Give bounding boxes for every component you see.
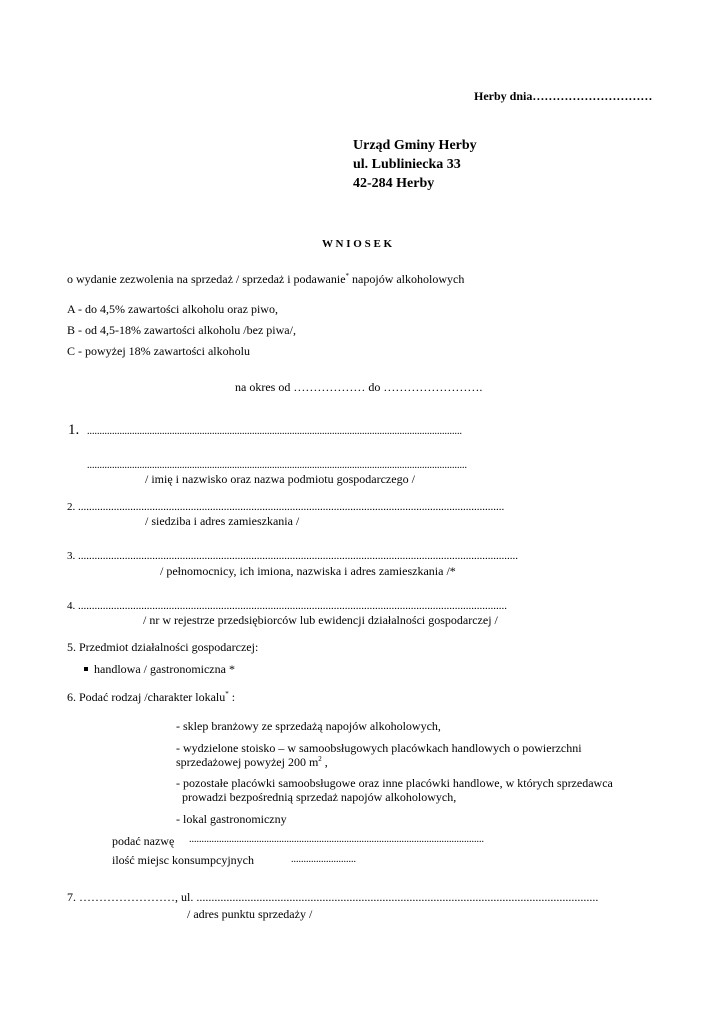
- section-6-title-colon: :: [228, 690, 236, 704]
- intro-footnote-mark: *: [345, 272, 350, 280]
- category-b: B - od 4,5-18% zawartości alkoholu /bez piwa/,: [67, 323, 296, 337]
- category-c: C - powyżej 18% zawartości alkoholu: [67, 344, 250, 358]
- section-6-option-2-text: sprzedażowej powyżej 200 m: [176, 755, 319, 769]
- section-6-option-3-line-1: - pozostałe placówki samoobsługowe oraz inne placówki handlowe, w których sprzedawca: [176, 776, 613, 790]
- venue-name-field: ......................................................................................................................: [189, 834, 484, 845]
- date-line: Herby dnia…………………………: [474, 89, 653, 103]
- intro-line: [67, 272, 464, 286]
- venue-name-label: podać nazwę: [112, 834, 175, 848]
- section-6-title-text: 6. Podać rodzaj /charakter lokalu: [67, 690, 226, 704]
- section-5-bullet-item: [84, 662, 235, 676]
- field-7-line: 7. ……………………, ul. ......................................................................................................................................: [67, 890, 599, 904]
- office-street: ul. Lubliniecka 33: [353, 157, 461, 172]
- bullet-icon: [84, 667, 88, 671]
- intro-text-end: napojów alkoholowych: [349, 272, 465, 286]
- field-2-label: / siedziba i adres zamieszkania /: [145, 514, 300, 528]
- section-6-option-4: - lokal gastronomiczny: [176, 812, 287, 826]
- section-6-footnote-mark: *: [225, 690, 229, 698]
- field-1-line-2: ........................................................................................................................................................: [87, 460, 467, 471]
- field-7-label: / adres punktu sprzedaży /: [187, 907, 313, 921]
- field-4-label: / nr w rejestrze przedsiębiorców lub ewidencji działalności gospodarczej /: [143, 613, 498, 627]
- section-6-option-2-superscript: 2: [318, 755, 322, 763]
- office-city: 42-284 Herby: [353, 176, 435, 191]
- section-6-option-2-end: ,: [321, 755, 328, 769]
- section-5-title: 5. Przedmiot działalności gospodarczej:: [67, 640, 259, 654]
- seats-label: ilość miejsc konsumpcyjnych: [112, 853, 254, 867]
- intro-text: o wydanie zezwolenia na sprzedaż / sprzedaż i podawanie: [67, 272, 346, 286]
- office-name: Urząd Gminy Herby: [353, 138, 477, 153]
- section-6-option-2-line-2: [176, 755, 328, 769]
- section-6-option-1: - sklep branżowy ze sprzedażą napojów alkoholowych,: [176, 719, 441, 733]
- document-title: W N I O S E K: [322, 238, 393, 250]
- period-line: na okres od ……………… do …………………….: [235, 380, 483, 394]
- seats-field: ..........................: [291, 854, 356, 865]
- field-1-line-1: ......................................................................................................................................................: [87, 426, 462, 437]
- field-1-number: 1.: [68, 422, 80, 438]
- field-1-label: / imię i nazwisko oraz nazwa podmiotu gospodarczego /: [145, 472, 415, 486]
- category-a: A - do 4,5% zawartości alkoholu oraz piwo,: [67, 302, 278, 316]
- section-6-option-3-line-2: prowadzi bezpośrednią sprzedaż napojów alkoholowych,: [182, 790, 457, 804]
- section-5-bullet-text: handlowa / gastronomiczna *: [94, 662, 235, 676]
- section-6-title: [67, 690, 235, 704]
- field-3-label: / pełnomocnicy, ich imiona, nazwiska i adres zamieszkania /*: [160, 564, 456, 578]
- field-3-line: 3. ................................................................................................................................................................: [67, 550, 518, 562]
- field-4-line: 4. ............................................................................................................................................................: [67, 600, 507, 612]
- section-6-option-2-line-1: - wydzielone stoisko – w samoobsługowych placówkach handlowych o powierzchni: [176, 741, 582, 755]
- field-2-line: 2. ...........................................................................................................................................................: [67, 501, 505, 513]
